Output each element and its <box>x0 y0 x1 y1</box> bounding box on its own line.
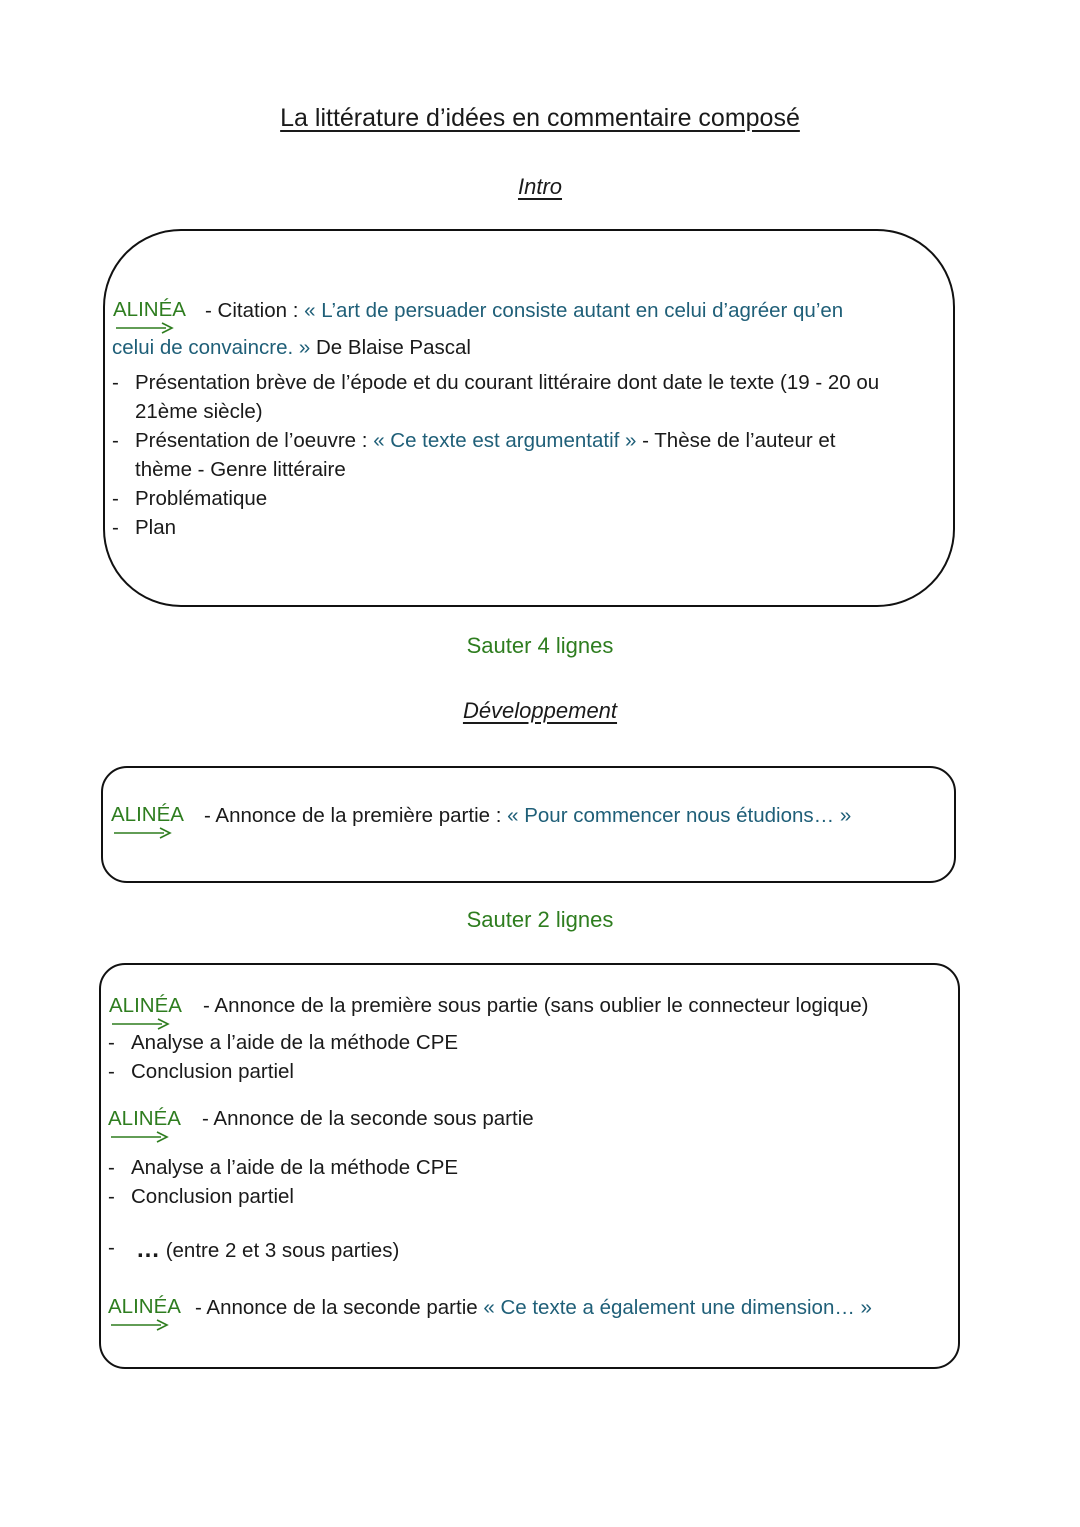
intro-alinea-label: ALINÉA <box>113 298 186 321</box>
dev-annonce <box>204 802 851 830</box>
sp-bullet-analyse-1: Analyse a l’aide de la méthode CPE <box>131 1031 459 1054</box>
intro-citation-cont <box>112 334 471 362</box>
bullet-dash: - <box>108 1185 115 1208</box>
oeuvre-label: Présentation de l’oeuvre : <box>135 429 374 452</box>
intro-bullet-presentation: Présentation brève de l’épode et du courant littéraire dont date le texte (19 - 20 ou <box>135 371 880 394</box>
sp-alinea-label-2: ALINÉA <box>108 1107 181 1130</box>
note-sauter-4: Sauter 4 lignes <box>466 633 614 658</box>
sp-annonce-premiere: - Annonce de la première sous partie (sans oublier le connecteur logique) <box>203 994 869 1017</box>
bullet-dash: - <box>112 371 119 394</box>
citation-quote-cont: celui de convaincre. » <box>112 336 311 359</box>
seconde-partie-quote: « Ce texte a également une dimension… » <box>483 1296 872 1319</box>
sp-bullet-analyse-2: Analyse a l’aide de la méthode CPE <box>131 1156 459 1179</box>
ellipsis-icon: … <box>136 1236 160 1263</box>
sp-alinea-label-1: ALINÉA <box>109 994 182 1017</box>
note-sauter-2: Sauter 2 lignes <box>466 907 614 932</box>
intro-heading: Intro <box>517 174 563 199</box>
sp-alinea-label-3: ALINÉA <box>108 1295 181 1318</box>
intro-bullet-oeuvre-cont: thème - Genre littéraire <box>135 458 346 481</box>
ellipsis-note: (entre 2 et 3 sous parties) <box>160 1239 400 1262</box>
intro-bullet-problematique: Problématique <box>135 487 268 510</box>
sp-annonce-seconde: - Annonce de la seconde sous partie <box>202 1107 534 1130</box>
bullet-dash: - <box>108 1031 115 1054</box>
intro-bullet-presentation-cont: 21ème siècle) <box>135 400 263 423</box>
alinea-arrow-icon <box>114 827 172 839</box>
citation-quote: « L’art de persuader consiste autant en celui d’agréer qu’en <box>304 299 844 322</box>
bullet-dash: - <box>112 516 119 539</box>
page-title: La littérature d’idées en commentaire composé <box>280 104 800 132</box>
seconde-partie-label: - Annonce de la seconde partie <box>195 1296 484 1319</box>
alinea-arrow-icon <box>111 1131 169 1143</box>
intro-bullet-oeuvre <box>135 427 835 455</box>
intro-bullet-plan: Plan <box>135 516 177 539</box>
oeuvre-rest: - Thèse de l’auteur et <box>636 429 836 452</box>
sp-annonce-seconde-partie <box>195 1294 872 1322</box>
intro-citation <box>205 297 843 325</box>
sp-ellipsis-line <box>136 1236 399 1265</box>
citation-author: De Blaise Pascal <box>310 336 471 359</box>
alinea-arrow-icon <box>116 322 174 334</box>
annonce-label: - Annonce de la première partie : <box>204 804 508 827</box>
dev-alinea-label: ALINÉA <box>111 803 184 826</box>
bullet-dash: - <box>112 429 119 452</box>
citation-label: - Citation : <box>205 299 305 322</box>
sp-bullet-conclusion-1: Conclusion partiel <box>131 1060 294 1083</box>
bullet-dash: - <box>112 487 119 510</box>
oeuvre-quote: « Ce texte est argumentatif » <box>373 429 637 452</box>
developpement-heading: Développement <box>462 698 618 723</box>
bullet-dash: - <box>108 1156 115 1179</box>
annonce-quote: « Pour commencer nous étudions… » <box>507 804 852 827</box>
bullet-dash: - <box>108 1060 115 1083</box>
bullet-dash: - <box>108 1236 115 1259</box>
sp-bullet-conclusion-2: Conclusion partiel <box>131 1185 294 1208</box>
alinea-arrow-icon <box>111 1319 169 1331</box>
